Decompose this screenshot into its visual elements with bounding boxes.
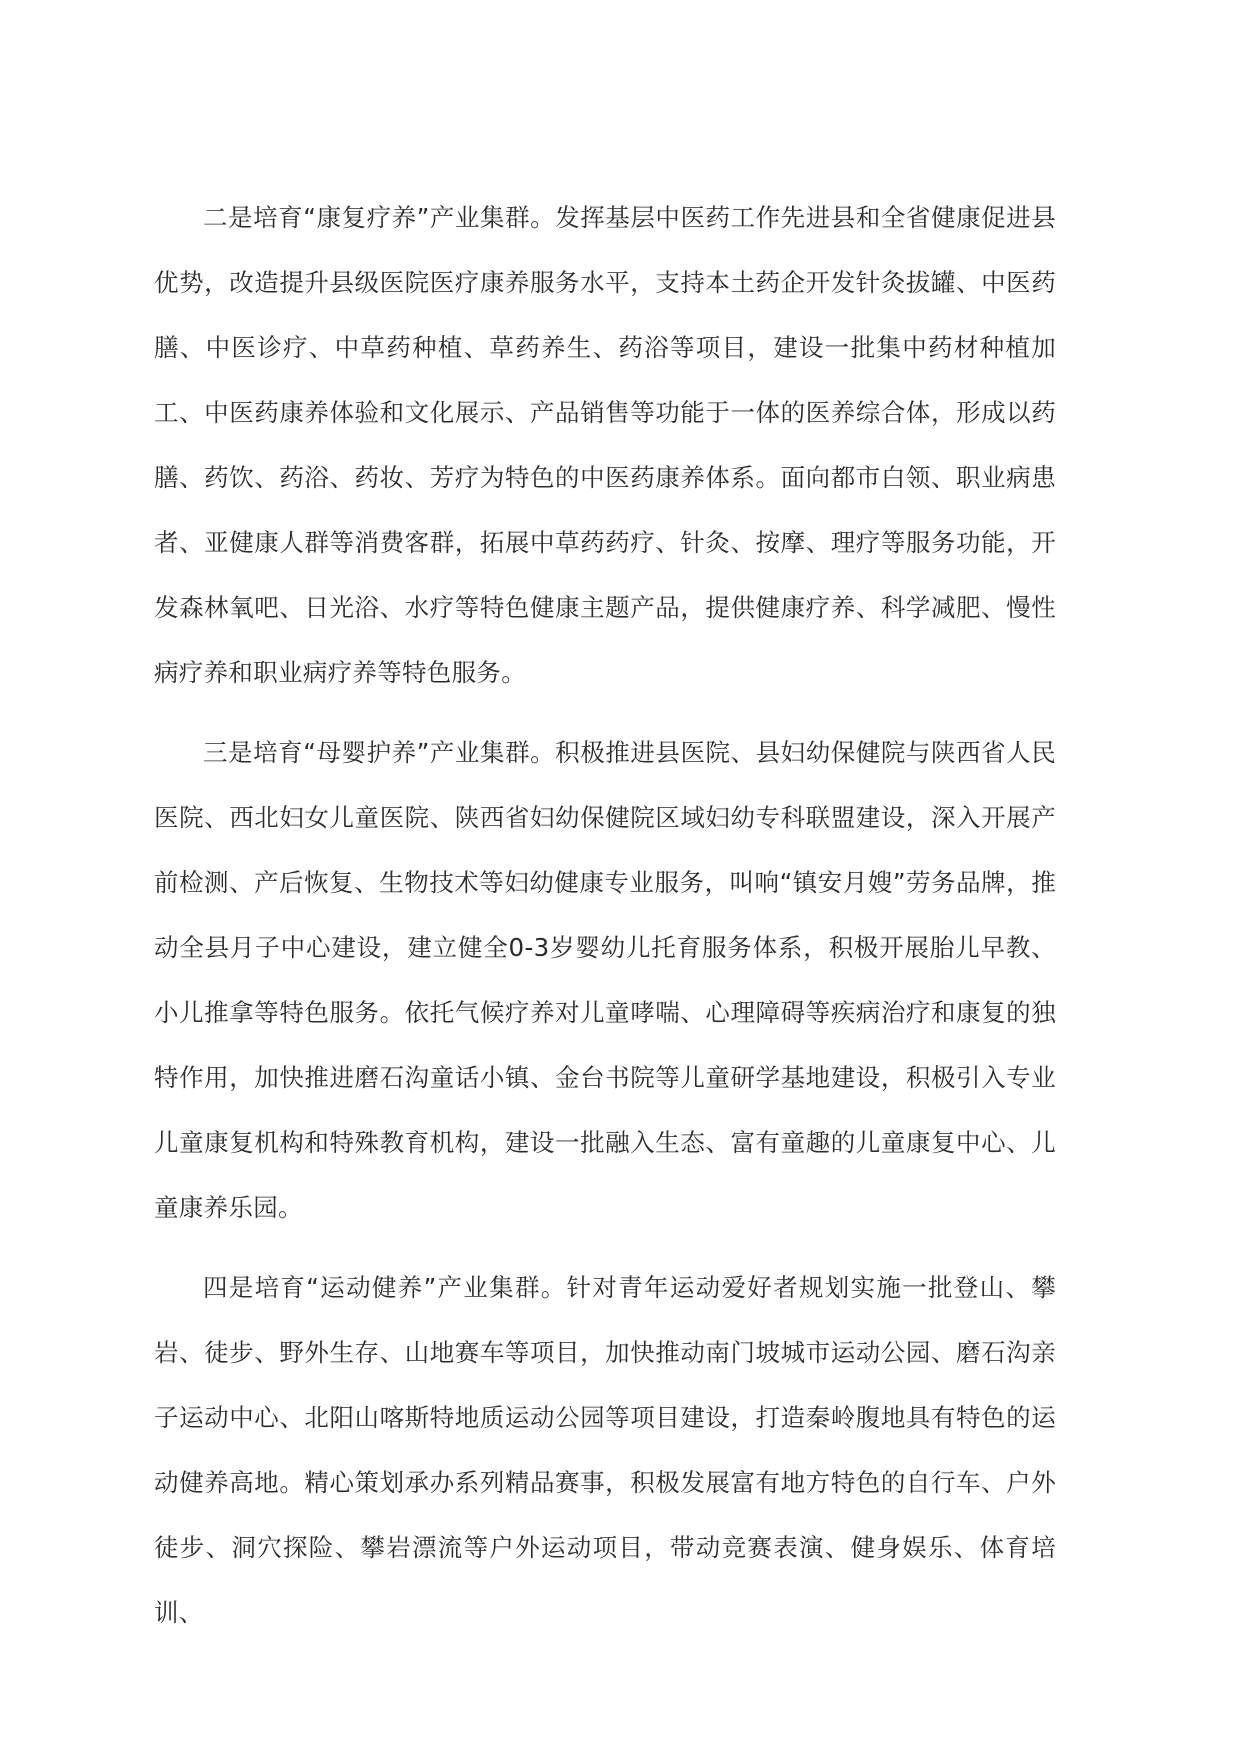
document-body	[154, 185, 1056, 1660]
paragraph-rehabilitation-cluster: 二是培育“康复疗养”产业集群。发挥基层中医药工作先进县和全省健康促进县优势，改造提升县级医院医疗康养服务水平，支持本土药企开发针灸拔罐、中医药膳、中医诊疗、中草药种植、草药养生、药浴等项目，建设一批集中药材种植加工、中医药康养体验和文化展示、产品销售等功能于一体的医养综合体，形成以药膳、药饮、药浴、药妆、芳疗为特色的中医药康养体系。面向都市白领、职业病患者、亚健康人群等消费客群，拓展中草药药疗、针灸、按摩、理疗等服务功能，开发森林氧吧、日光浴、水疗等特色健康主题产品，提供健康疗养、科学减肥、慢性病疗养和职业病疗养等特色服务。	[154, 203, 1056, 687]
paragraph-maternal-infant-cluster: 三是培育“母婴护养”产业集群。积极推进县医院、县妇幼保健院与陕西省人民医院、西北妇女儿童医院、陕西省妇幼保健院区域妇幼专科联盟建设，深入开展产前检测、产后恢复、生物技术等妇幼健康专业服务，叫响“镇安月嫂”劳务品牌，推动全县月子中心建设，建立健全0-3岁婴幼儿托育服务体系，积极开展胎儿早教、小儿推拿等特色服务。依托气候疗养对儿童哮喘、心理障碍等疾病治疗和康复的独特作用，加快推进磨石沟童话小镇、金台书院等儿童研学基地建设，积极引入专业儿童康复机构和特殊教育机构，建设一批融入生态、富有童趣的儿童康复中心、儿童康养乐园。	[154, 738, 1056, 1222]
paragraph-sports-cluster: 四是培育“运动健养”产业集群。针对青年运动爱好者规划实施一批登山、攀岩、徒步、野外生存、山地赛车等项目，加快推动南门坡城市运动公园、磨石沟亲子运动中心、北阳山喀斯特地质运动公园等项目建设，打造秦岭腹地具有特色的运动健养高地。精心策划承办系列精品赛事，积极发展富有地方特色的自行车、户外徒步、洞穴探险、攀岩漂流等户外运动项目，带动竞赛表演、健身娱乐、体育培训、	[154, 1273, 1056, 1627]
